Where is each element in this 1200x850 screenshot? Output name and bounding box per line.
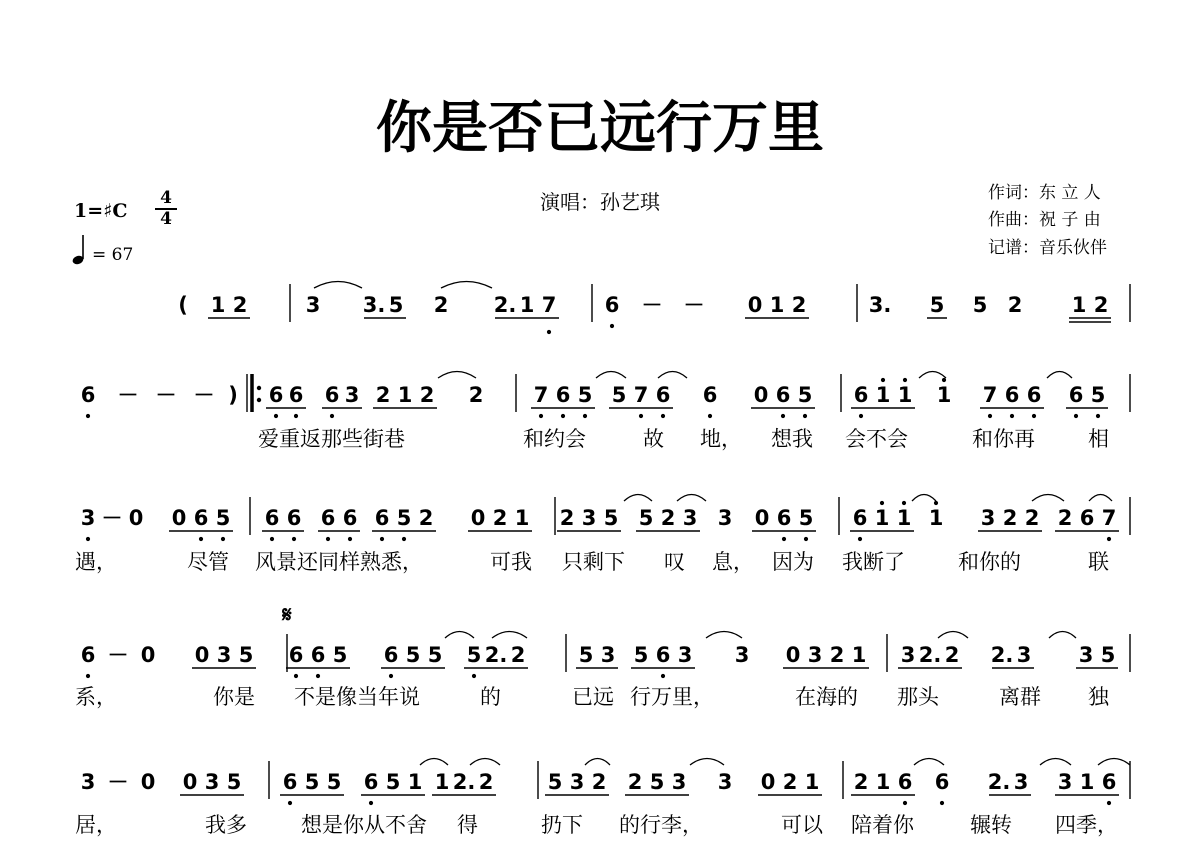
- note-digit: 6: [342, 506, 358, 530]
- octave-dot-low: [781, 414, 785, 418]
- note-digit: 3: [1013, 770, 1029, 794]
- octave-dot-low: [639, 414, 643, 418]
- lyric-text: 尽管: [187, 550, 229, 574]
- octave-dot-low: [294, 414, 298, 418]
- tie-slur: [314, 282, 362, 289]
- octave-dot-low: [539, 414, 543, 418]
- tie-slur: [706, 632, 742, 639]
- note-digit: 6: [310, 643, 326, 667]
- lyric-text: 系，: [75, 685, 117, 709]
- note-digit: 5: [1100, 643, 1116, 667]
- lyric-text: 息，: [712, 550, 754, 574]
- lyric-text: 叹: [664, 550, 685, 574]
- tie-slur: [938, 632, 968, 639]
- note-digit: 1: [1079, 770, 1095, 794]
- lyric-text: 想是你从不舍: [301, 813, 427, 837]
- octave-dot-low: [86, 414, 90, 418]
- lyric-text: 陪着你: [851, 813, 914, 837]
- note-digit: －: [107, 770, 129, 794]
- note-digit: 6: [1068, 383, 1084, 407]
- note-digit: 6: [934, 770, 950, 794]
- lyric-text: 和你再: [972, 427, 1035, 451]
- note-digit: 3: [80, 506, 96, 530]
- note-digit: 1: [874, 506, 890, 530]
- note-digit: 5: [611, 383, 627, 407]
- note-digit: 7: [533, 383, 549, 407]
- note-digit: 1: [875, 383, 891, 407]
- lyric-text: 行万里，: [630, 685, 714, 709]
- note-digit: 5: [798, 506, 814, 530]
- note-digit: 6: [268, 383, 284, 407]
- tie-slur: [1047, 372, 1072, 379]
- note-digit: 1: [928, 506, 944, 530]
- note-digit: 3: [216, 643, 232, 667]
- note-digit: 6: [80, 643, 96, 667]
- note-digit: －: [155, 383, 177, 407]
- note-digit: 2: [1024, 506, 1040, 530]
- note-digit: 1: [1071, 293, 1087, 317]
- note-digit: 2: [853, 770, 869, 794]
- tie-slur: [914, 759, 944, 766]
- note-digit: 5: [304, 770, 320, 794]
- lyric-text: 在海的: [795, 685, 858, 709]
- note-digit: 6: [363, 770, 379, 794]
- note-digit: 6: [80, 383, 96, 407]
- octave-dot-low: [288, 801, 292, 805]
- note-digit: 5: [385, 770, 401, 794]
- repeat-dot: [257, 386, 261, 390]
- tie-slur: [1032, 495, 1064, 502]
- note-digit: 5: [633, 643, 649, 667]
- note-digit: 2.: [990, 643, 1014, 667]
- note-digit: 2.: [484, 643, 508, 667]
- note-digit: 2: [433, 293, 449, 317]
- note-digit: 0: [760, 770, 776, 794]
- octave-dot-low: [330, 414, 334, 418]
- octave-dot-low: [402, 537, 406, 541]
- composer-credit: 作曲：祝 子 由: [988, 210, 1101, 230]
- note-digit: 6: [897, 770, 913, 794]
- lyric-text: 想我: [771, 427, 813, 451]
- note-digit: 2.: [493, 293, 517, 317]
- note-digit: 5: [427, 643, 443, 667]
- lyricist-credit: 作词：东 立 人: [988, 183, 1101, 203]
- lyric-text: 居，: [75, 813, 117, 837]
- note-digit: 6: [264, 506, 280, 530]
- tie-slur: [1089, 495, 1112, 502]
- note-digit: 0: [182, 770, 198, 794]
- octave-dot-low: [547, 330, 551, 334]
- octave-dot-low: [859, 414, 863, 418]
- note-digit: 5: [577, 383, 593, 407]
- note-digit: 0: [470, 506, 486, 530]
- octave-dot-high: [881, 378, 885, 382]
- note-digit: 1: [519, 293, 535, 317]
- note-digit: 5: [238, 643, 254, 667]
- note-digit: 6: [1101, 770, 1117, 794]
- note-digit: 5: [396, 506, 412, 530]
- note-digit: 5: [226, 770, 242, 794]
- lyric-text: 可以: [781, 813, 823, 837]
- octave-dot-low: [661, 674, 665, 678]
- octave-dot-low: [858, 537, 862, 541]
- lyric-text: 和你的: [958, 550, 1021, 574]
- note-digit: ): [228, 383, 238, 407]
- note-digit: 6: [655, 383, 671, 407]
- note-digit: 6: [555, 383, 571, 407]
- note-digit: 3: [204, 770, 220, 794]
- octave-dot-low: [1107, 801, 1111, 805]
- tie-slur: [438, 372, 476, 379]
- note-digit: 7: [982, 383, 998, 407]
- lyric-text: 独: [1088, 685, 1109, 709]
- note-digit: 6: [320, 506, 336, 530]
- note-digit: 6: [383, 643, 399, 667]
- tie-slur: [658, 372, 687, 379]
- octave-dot-low: [1010, 414, 1014, 418]
- octave-dot-low: [940, 801, 944, 805]
- segno-sign: 𝄋: [282, 603, 292, 628]
- octave-dot-low: [988, 414, 992, 418]
- note-digit: 1: [769, 293, 785, 317]
- lyric-text: 扔下: [541, 813, 583, 837]
- transcriber-credit: 记谱：音乐伙伴: [988, 238, 1107, 258]
- note-digit: 5: [603, 506, 619, 530]
- note-digit: 6: [282, 770, 298, 794]
- lyric-text: 我多: [205, 813, 247, 837]
- note-digit: －: [641, 293, 663, 317]
- note-digit: 3: [717, 770, 733, 794]
- note-digit: 5: [388, 293, 404, 317]
- note-digit: 3: [569, 770, 585, 794]
- note-digit: 5: [578, 643, 594, 667]
- lyric-text: 相: [1088, 427, 1109, 451]
- tie-slur: [445, 632, 474, 639]
- lyric-text: 可我: [490, 550, 532, 574]
- lyric-text: 的行李，: [619, 813, 703, 837]
- lyric-text: 那头: [897, 685, 939, 709]
- octave-dot-low: [708, 414, 712, 418]
- note-digit: －: [101, 506, 123, 530]
- lyric-text: 爱重返那些街巷: [258, 427, 405, 451]
- octave-dot-low: [369, 801, 373, 805]
- octave-dot-low: [316, 674, 320, 678]
- note-digit: 1: [407, 770, 423, 794]
- note-digit: 5: [972, 293, 988, 317]
- tie-slur: [1049, 632, 1076, 639]
- note-digit: 3: [344, 383, 360, 407]
- tempo-text: = 67: [92, 245, 134, 265]
- note-digit: 3.: [868, 293, 892, 317]
- tie-slur: [470, 759, 500, 766]
- octave-dot-high: [880, 501, 884, 505]
- lyric-text: 的: [480, 685, 501, 709]
- note-digit: 3: [1016, 643, 1032, 667]
- lyric-text: 四季，: [1055, 813, 1118, 837]
- note-digit: 1: [897, 383, 913, 407]
- note-digit: 1: [896, 506, 912, 530]
- octave-dot-low: [610, 324, 614, 328]
- note-digit: －: [193, 383, 215, 407]
- note-digit: 5: [215, 506, 231, 530]
- note-digit: 1: [434, 770, 450, 794]
- note-digit: 6: [702, 383, 718, 407]
- lyric-text: 不是像当年说: [294, 685, 420, 709]
- tie-slur: [1098, 759, 1130, 766]
- note-digit: －: [107, 643, 129, 667]
- octave-dot-low: [326, 537, 330, 541]
- octave-dot-low: [292, 537, 296, 541]
- note-digit: 7: [541, 293, 557, 317]
- octave-dot-low: [86, 674, 90, 678]
- note-digit: 3: [677, 643, 693, 667]
- note-digit: 5: [1090, 383, 1106, 407]
- key-signature: 1=♯C: [74, 200, 128, 222]
- note-digit: 0: [128, 506, 144, 530]
- note-digit: 3: [581, 506, 597, 530]
- octave-dot-high: [902, 501, 906, 505]
- note-digit: 3: [734, 643, 750, 667]
- note-digit: 5: [638, 506, 654, 530]
- lyric-text: 联: [1088, 550, 1109, 574]
- note-digit: 3: [1078, 643, 1094, 667]
- octave-dot-low: [348, 537, 352, 541]
- note-digit: 6: [655, 643, 671, 667]
- octave-dot-low: [1096, 414, 1100, 418]
- note-digit: 3: [80, 770, 96, 794]
- note-digit: 0: [753, 383, 769, 407]
- lyric-text: 因为: [772, 550, 814, 574]
- note-digit: 2: [418, 506, 434, 530]
- time-signature: [155, 190, 177, 228]
- octave-dot-low: [294, 674, 298, 678]
- note-digit: 0: [747, 293, 763, 317]
- note-digit: 3: [980, 506, 996, 530]
- octave-dot-low: [270, 537, 274, 541]
- note-digit: 2: [468, 383, 484, 407]
- octave-dot-low: [86, 537, 90, 541]
- note-digit: 2: [627, 770, 643, 794]
- tie-slur: [596, 372, 626, 379]
- octave-dot-low: [803, 414, 807, 418]
- octave-dot-high: [903, 378, 907, 382]
- octave-dot-low: [472, 674, 476, 678]
- note-digit: 2: [510, 643, 526, 667]
- octave-dot-low: [583, 414, 587, 418]
- time-signature-numerator: 4: [160, 188, 172, 208]
- note-digit: 0: [171, 506, 187, 530]
- note-digit: 3.: [362, 293, 386, 317]
- note-digit: 0: [140, 643, 156, 667]
- note-digit: 5: [326, 770, 342, 794]
- tie-slur: [624, 495, 652, 502]
- tie-slur: [1040, 759, 1071, 766]
- note-digit: 6: [193, 506, 209, 530]
- octave-dot-low: [380, 537, 384, 541]
- lyric-text: 遇，: [75, 550, 117, 574]
- octave-dot-low: [661, 414, 665, 418]
- note-digit: 0: [785, 643, 801, 667]
- note-digit: 2: [492, 506, 508, 530]
- note-digit: 5: [797, 383, 813, 407]
- octave-dot-low: [199, 537, 203, 541]
- note-digit: 3: [717, 506, 733, 530]
- note-digit: 5: [405, 643, 421, 667]
- lyric-text: 和约会: [523, 427, 586, 451]
- tie-slur: [690, 759, 724, 766]
- time-signature-denominator: 4: [160, 209, 172, 229]
- octave-dot-low: [561, 414, 565, 418]
- lyric-text: 我断了: [842, 550, 905, 574]
- tie-slur: [919, 372, 946, 379]
- note-digit: 2: [375, 383, 391, 407]
- note-digit: 6: [288, 383, 304, 407]
- note-digit: 6: [776, 506, 792, 530]
- note-digit: 5: [332, 643, 348, 667]
- note-digit: 2.: [452, 770, 476, 794]
- lyric-text: 你是: [213, 685, 255, 709]
- tie-slur: [912, 495, 936, 502]
- note-digit: 2: [1002, 506, 1018, 530]
- note-digit: 2: [1007, 293, 1023, 317]
- note-digit: 1: [210, 293, 226, 317]
- tie-slur: [492, 632, 527, 639]
- tie-slur: [441, 282, 492, 289]
- note-digit: 5: [547, 770, 563, 794]
- note-digit: 3: [807, 643, 823, 667]
- note-digit: 2: [1057, 506, 1073, 530]
- note-digit: 0: [140, 770, 156, 794]
- tie-slur: [677, 495, 706, 502]
- note-digit: 6: [1079, 506, 1095, 530]
- note-digit: 1: [397, 383, 413, 407]
- note-digit: －: [117, 383, 139, 407]
- quarter-note-icon: [72, 234, 88, 266]
- note-digit: 2: [591, 770, 607, 794]
- octave-dot-low: [1032, 414, 1036, 418]
- repeat-dot: [257, 398, 261, 402]
- lyric-text: 只剩下: [562, 550, 625, 574]
- note-digit: 6: [775, 383, 791, 407]
- note-digit: 1: [804, 770, 820, 794]
- lyric-text: 得: [457, 813, 478, 837]
- octave-dot-low: [221, 537, 225, 541]
- note-digit: 3: [682, 506, 698, 530]
- octave-dot-low: [782, 537, 786, 541]
- note-digit: 1: [851, 643, 867, 667]
- note-digit: 0: [194, 643, 210, 667]
- note-digit: 3: [305, 293, 321, 317]
- note-digit: 2: [1093, 293, 1109, 317]
- note-digit: 3: [600, 643, 616, 667]
- lyric-text: 离群: [999, 685, 1041, 709]
- note-digit: 2: [791, 293, 807, 317]
- note-digit: 2: [782, 770, 798, 794]
- note-digit: 2: [559, 506, 575, 530]
- note-digit: 2.: [987, 770, 1011, 794]
- note-digit: 1: [875, 770, 891, 794]
- lyric-text: 辗转: [970, 813, 1012, 837]
- note-digit: －: [683, 293, 705, 317]
- tie-slur: [420, 759, 448, 766]
- note-digit: 6: [288, 643, 304, 667]
- note-digit: 6: [324, 383, 340, 407]
- note-digit: 2: [419, 383, 435, 407]
- song-title: 你是否已远行万里: [376, 95, 824, 161]
- lyric-text: 已远: [572, 685, 614, 709]
- tie-slur: [585, 759, 610, 766]
- note-digit: 5: [929, 293, 945, 317]
- note-digit: 2: [660, 506, 676, 530]
- lyric-text: 风景还同样熟悉，: [255, 550, 423, 574]
- note-digit: 6: [1026, 383, 1042, 407]
- note-digit: (: [178, 293, 188, 317]
- note-digit: 2: [478, 770, 494, 794]
- note-digit: 7: [1101, 506, 1117, 530]
- note-digit: 6: [374, 506, 390, 530]
- octave-dot-high: [934, 501, 938, 505]
- octave-dot-low: [1107, 537, 1111, 541]
- note-digit: 2: [232, 293, 248, 317]
- note-digit: 1: [514, 506, 530, 530]
- singer-credit: 演唱：孙艺琪: [540, 190, 660, 214]
- note-digit: 3: [1057, 770, 1073, 794]
- note-digit: 1: [936, 383, 952, 407]
- note-digit: 5: [649, 770, 665, 794]
- octave-dot-high: [942, 378, 946, 382]
- octave-dot-low: [903, 801, 907, 805]
- note-digit: 3: [900, 643, 916, 667]
- octave-dot-low: [274, 414, 278, 418]
- lyric-text: 地，: [700, 427, 742, 451]
- note-digit: 6: [286, 506, 302, 530]
- octave-dot-low: [804, 537, 808, 541]
- note-digit: 2.: [918, 643, 942, 667]
- octave-dot-low: [389, 674, 393, 678]
- note-digit: 6: [852, 506, 868, 530]
- note-digit: 6: [853, 383, 869, 407]
- note-digit: 6: [1004, 383, 1020, 407]
- note-digit: 2: [944, 643, 960, 667]
- note-digit: 2: [829, 643, 845, 667]
- note-digit: 0: [754, 506, 770, 530]
- lyric-text: 故: [643, 427, 664, 451]
- note-digit: 7: [633, 383, 649, 407]
- note-digit: 6: [604, 293, 620, 317]
- lyric-text: 会不会: [845, 427, 908, 451]
- note-digit: 3: [671, 770, 687, 794]
- note-digit: 5: [466, 643, 482, 667]
- octave-dot-low: [1074, 414, 1078, 418]
